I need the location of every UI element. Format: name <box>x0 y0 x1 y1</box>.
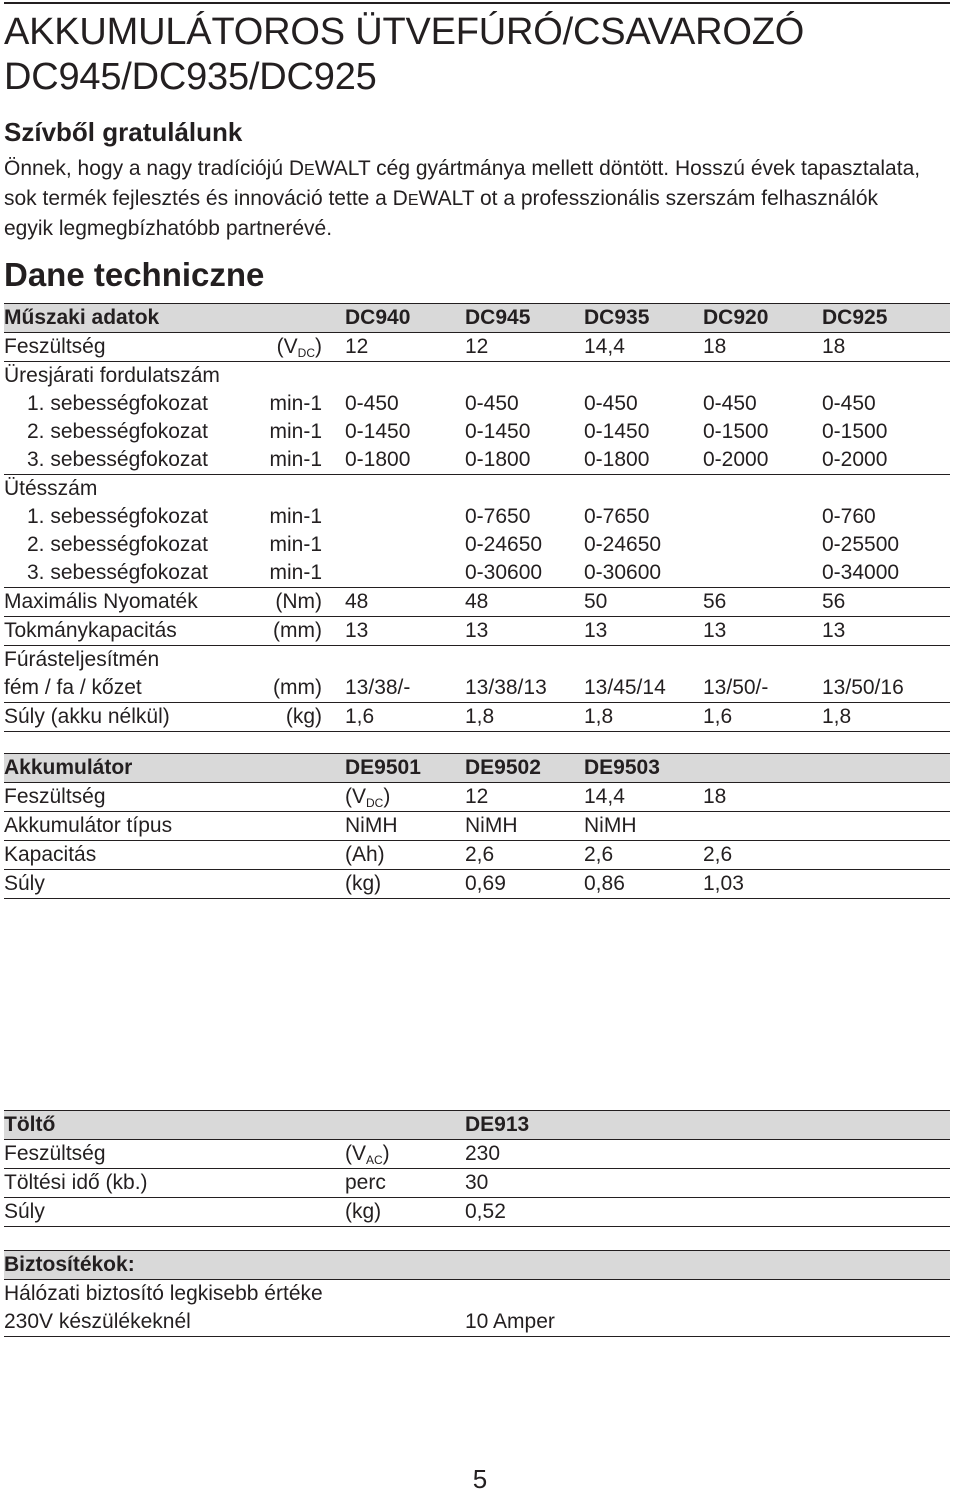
table-cell: 50 <box>584 590 608 613</box>
table-row <box>4 1280 950 1308</box>
table-cell: 0-450 <box>822 392 876 415</box>
table-cell: 13 <box>345 619 369 642</box>
row-label: Feszültség <box>4 785 106 808</box>
unit-text: ) <box>383 785 391 808</box>
row-label: 3. sebességfokozat <box>27 561 208 584</box>
table-cell: 0-1800 <box>584 448 650 471</box>
row-unit: min-1 <box>269 420 322 443</box>
table-cell: 13/45/14 <box>584 676 666 699</box>
row-label: Feszültség <box>4 1142 106 1165</box>
row-unit: perc <box>345 1171 386 1194</box>
table-cell: 1,8 <box>584 705 614 728</box>
table-cell: 0,52 <box>465 1200 506 1223</box>
row-unit: (kg) <box>345 872 382 895</box>
row-label: 1. sebességfokozat <box>27 392 208 415</box>
intro-smallcaps: E <box>304 162 315 179</box>
intro-line-1 <box>4 155 954 185</box>
table-row <box>4 1140 950 1169</box>
fuses-header-row <box>4 1250 950 1280</box>
row-unit: (kg) <box>345 1200 382 1223</box>
table-header-cell: Biztosítékok: <box>4 1253 135 1276</box>
table-cell: 0-2000 <box>822 448 888 471</box>
table-cell: 0-34000 <box>822 561 900 584</box>
table-cell: 13/38/- <box>345 676 411 699</box>
row-label: Tokmánykapacitás <box>4 619 177 642</box>
table-row <box>4 559 950 588</box>
charger-header-row <box>4 1110 950 1140</box>
intro-text: Önnek, hogy a nagy tradíciójú D <box>4 157 305 180</box>
table-row <box>4 703 950 732</box>
row-label: Maximális Nyomaték <box>4 590 198 613</box>
table-cell: 18 <box>822 335 846 358</box>
table-cell: 2,6 <box>703 843 733 866</box>
row-label: 1. sebességfokozat <box>27 505 208 528</box>
table-header-cell: DE9503 <box>584 756 660 779</box>
row-label: Súly <box>4 872 45 895</box>
table-row <box>4 446 950 475</box>
title-line-2: DC945/DC935/DC925 <box>4 56 377 98</box>
table-cell: 0-24650 <box>584 533 662 556</box>
row-label: Feszültség <box>4 335 106 358</box>
table-header-cell: DE913 <box>465 1113 530 1136</box>
row-unit: min-1 <box>269 505 322 528</box>
table-cell: 0-1500 <box>703 420 769 443</box>
row-label: 230V készülékeknél <box>4 1310 191 1333</box>
table-cell: 0-450 <box>584 392 638 415</box>
table-cell: NiMH <box>584 814 637 837</box>
title-line-1: AKKUMULÁTOROS ÜTVEFÚRÓ/CSAVAROZÓ <box>4 11 805 53</box>
subtitle: Szívből gratulálunk <box>4 117 243 147</box>
row-label: 3. sebességfokozat <box>27 448 208 471</box>
table-row <box>4 1169 950 1198</box>
row-group-label: Ütésszám <box>4 477 98 500</box>
row-group-label: Fúrásteljesítmén <box>4 648 160 671</box>
table-cell: 13/50/16 <box>822 676 904 699</box>
table-row <box>4 812 950 841</box>
table-cell: 12 <box>465 335 489 358</box>
table-row <box>4 390 950 418</box>
table-cell: 0-30600 <box>584 561 662 584</box>
table-cell: 18 <box>703 335 727 358</box>
table-cell: 0-1450 <box>345 420 411 443</box>
intro-text: WALT ot a professzionális szerszám felhasználók <box>418 187 878 210</box>
intro-smallcaps: E <box>407 192 419 209</box>
table-row <box>4 503 950 531</box>
table-cell: NiMH <box>345 814 398 837</box>
specs-header-row <box>4 303 950 333</box>
intro-text: sok termék fejlesztés és innováció tette a D <box>4 187 408 210</box>
table-cell: 1,8 <box>465 705 495 728</box>
table-row <box>4 1308 950 1337</box>
table-cell: 230 <box>465 1142 501 1165</box>
row-unit: min-1 <box>269 561 322 584</box>
table-header-cell: DC945 <box>465 306 531 329</box>
table-cell: 10 Amper <box>465 1310 555 1333</box>
specs-table <box>4 303 950 732</box>
table-row <box>4 617 950 646</box>
row-unit: (kg) <box>285 705 322 728</box>
table-cell: 0-1450 <box>584 420 650 443</box>
table-cell: 1,03 <box>703 872 744 895</box>
unit-subscript: DC <box>366 796 384 810</box>
table-row <box>4 418 950 446</box>
table-cell: 0,69 <box>465 872 506 895</box>
table-cell: 14,4 <box>584 335 625 358</box>
page-title <box>4 12 804 102</box>
row-label: Súly (akku nélkül) <box>4 705 170 728</box>
table-cell: 0-450 <box>345 392 399 415</box>
unit-text: (V <box>276 335 298 358</box>
table-header-cell: DC920 <box>703 306 769 329</box>
table-row <box>4 841 950 870</box>
table-cell: 13 <box>822 619 846 642</box>
table-cell: 0-2000 <box>703 448 769 471</box>
table-row <box>4 1198 950 1227</box>
row-group-label: Üresjárati fordulatszám <box>4 364 220 387</box>
table-cell: 0-1450 <box>465 420 531 443</box>
table-cell: 14,4 <box>584 785 625 808</box>
table-cell: 0-24650 <box>465 533 543 556</box>
table-cell: 18 <box>703 785 727 808</box>
table-header-cell: Akkumulátor <box>4 756 133 779</box>
table-cell: 2,6 <box>584 843 614 866</box>
unit-text: ) <box>315 335 322 358</box>
table-cell: 12 <box>345 335 369 358</box>
table-cell: 1,8 <box>822 705 852 728</box>
row-unit: min-1 <box>269 533 322 556</box>
table-cell: 0-7650 <box>584 505 650 528</box>
table-row <box>4 588 950 617</box>
battery-header-row <box>4 753 950 783</box>
charger-table <box>4 1110 950 1227</box>
row-label: Hálózati biztosító legkisebb értéke <box>4 1282 323 1305</box>
unit-text: (V <box>345 785 366 808</box>
unit-text: ) <box>382 1142 390 1165</box>
table-header-cell: DE9501 <box>345 756 421 779</box>
row-unit: (Nm) <box>275 590 322 613</box>
row-unit: (mm) <box>273 619 322 642</box>
table-cell: 56 <box>703 590 727 613</box>
table-header-cell: Töltő <box>4 1113 56 1136</box>
table-cell: 56 <box>822 590 846 613</box>
table-row <box>4 674 950 703</box>
table-cell: 12 <box>465 785 489 808</box>
table-cell: 0-25500 <box>822 533 900 556</box>
row-label: 2. sebességfokozat <box>27 420 208 443</box>
table-header-cell: DE9502 <box>465 756 541 779</box>
table-row <box>4 646 950 674</box>
table-row <box>4 475 950 503</box>
table-cell: 0,86 <box>584 872 625 895</box>
table-header-cell: DC940 <box>345 306 411 329</box>
table-header-cell: DC925 <box>822 306 888 329</box>
table-row <box>4 870 950 899</box>
intro-text: WALT cég gyártmánya mellett döntött. Hosszú évek tapasztalata, <box>314 157 921 180</box>
row-unit: (Ah) <box>345 843 385 866</box>
table-header-cell: DC935 <box>584 306 650 329</box>
table-row <box>4 531 950 559</box>
table-header-cell: Műszaki adatok <box>4 306 160 329</box>
unit-text: (V <box>345 1142 366 1165</box>
intro-line-3: egyik legmegbízhatóbb partnerévé. <box>4 217 333 240</box>
table-cell: 48 <box>345 590 369 613</box>
battery-table <box>4 753 950 899</box>
table-row <box>4 362 950 390</box>
table-row <box>4 333 950 362</box>
intro-line-2 <box>4 185 954 215</box>
row-label: Akkumulátor típus <box>4 814 173 837</box>
table-cell: 0-7650 <box>465 505 531 528</box>
row-unit: (mm) <box>273 676 322 699</box>
intro-paragraph <box>4 155 954 243</box>
section-title: Dane techniczne <box>4 256 265 293</box>
table-cell: 13/50/- <box>703 676 769 699</box>
table-cell: 2,6 <box>465 843 495 866</box>
table-cell: 1,6 <box>703 705 733 728</box>
table-cell: 0-450 <box>703 392 757 415</box>
title-rule <box>4 2 950 4</box>
page-number: 5 <box>472 1464 488 1494</box>
table-cell: 0-1800 <box>465 448 531 471</box>
table-cell: 0-1800 <box>345 448 411 471</box>
table-cell: 30 <box>465 1171 489 1194</box>
row-unit: min-1 <box>269 392 322 415</box>
row-label: fém / fa / kőzet <box>4 676 142 699</box>
table-cell: 0-30600 <box>465 561 543 584</box>
table-cell: 13 <box>465 619 489 642</box>
unit-subscript: AC <box>366 1153 383 1167</box>
table-cell: 13 <box>703 619 727 642</box>
table-cell: NiMH <box>465 814 518 837</box>
row-unit: min-1 <box>269 448 322 471</box>
table-cell: 0-450 <box>465 392 519 415</box>
fuses-table <box>4 1250 950 1337</box>
row-label: Kapacitás <box>4 843 97 866</box>
table-row <box>4 783 950 812</box>
table-cell: 0-760 <box>822 505 876 528</box>
table-cell: 48 <box>465 590 489 613</box>
row-label: Súly <box>4 1200 45 1223</box>
table-cell: 13/38/13 <box>465 676 547 699</box>
unit-subscript: DC <box>297 346 315 360</box>
table-cell: 1,6 <box>345 705 375 728</box>
row-label: Töltési idő (kb.) <box>4 1171 148 1194</box>
row-label: 2. sebességfokozat <box>27 533 208 556</box>
table-cell: 13 <box>584 619 608 642</box>
table-cell: 0-1500 <box>822 420 888 443</box>
